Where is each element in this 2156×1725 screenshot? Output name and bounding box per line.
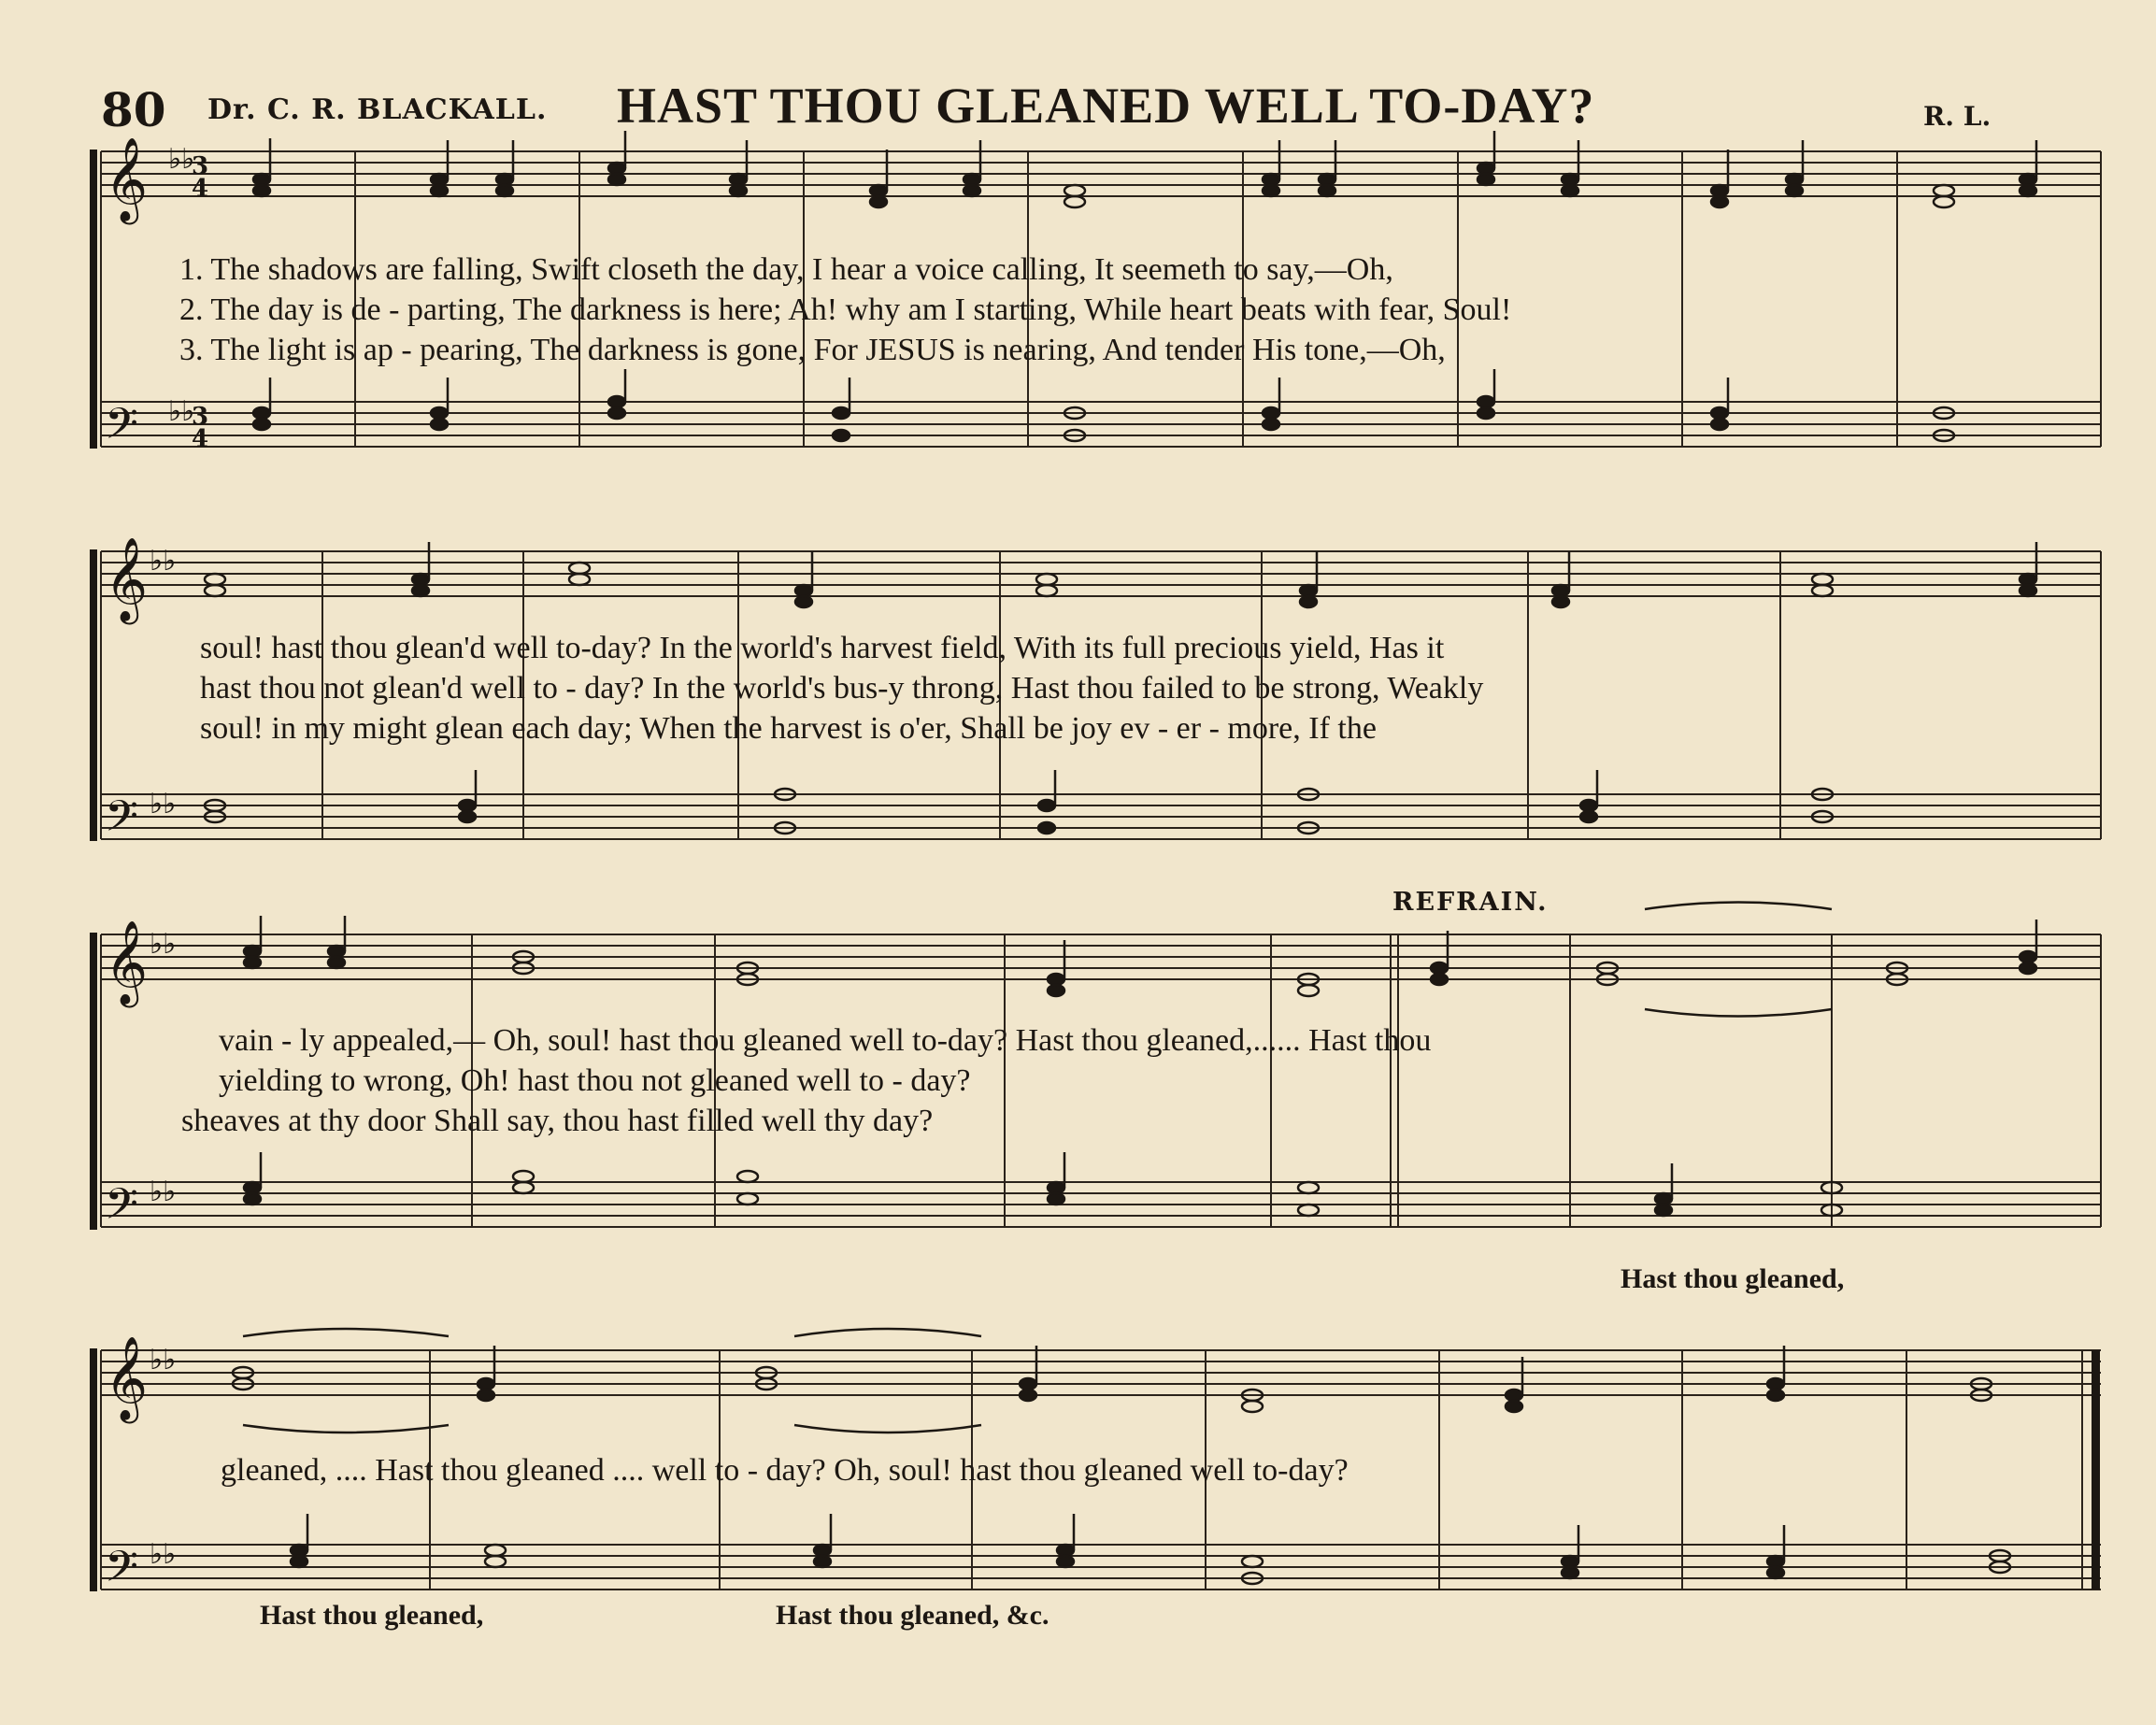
time-signature: 3 bbox=[192, 403, 209, 431]
treble-clef-icon: 𝄞 bbox=[105, 920, 149, 1005]
refrain-label: REFRAIN. bbox=[1392, 888, 1549, 917]
system4-lyrics: gleaned, .... Hast thou gleaned .... well to - day? Oh, soul! hast thou gleaned well to-day? bbox=[221, 1453, 1349, 1488]
system2-verse1-lyrics: soul! hast thou glean'd well to-day? In the world's harvest field, With its full precious yield, Has it bbox=[200, 631, 1445, 665]
hymn-title: HAST THOU GLEANED WELL TO-DAY? bbox=[617, 78, 1595, 134]
flat-sign-icon: ♭♭ bbox=[168, 395, 195, 428]
treble-clef-icon: 𝄞 bbox=[105, 537, 149, 621]
flat-sign-icon: ♭♭ bbox=[150, 928, 177, 961]
page-number: 80 bbox=[101, 82, 166, 137]
system4-bass-cue-2: Hast thou gleaned, &c. bbox=[776, 1600, 1049, 1631]
system4-bass-cue-1: Hast thou gleaned, bbox=[260, 1600, 484, 1631]
author-initials: R. L. bbox=[1923, 101, 1992, 132]
flat-sign-icon: ♭♭ bbox=[150, 1176, 177, 1208]
bass-clef-icon: 𝄢 bbox=[105, 399, 139, 460]
system1-verse1-lyrics: 1. The shadows are falling, Swift closeth the day, I hear a voice calling, It seemeth to say,—Oh, bbox=[179, 252, 1393, 287]
system2-verse2-lyrics: hast thou not glean'd well to - day? In the world's bus-y throng, Hast thou failed to be strong, Weakly bbox=[200, 671, 1484, 706]
bass-clef-icon: 𝄢 bbox=[105, 1542, 139, 1603]
flat-sign-icon: ♭♭ bbox=[150, 1344, 177, 1376]
treble-clef-icon: 𝄞 bbox=[105, 137, 149, 221]
system3-verse2-lyrics: yielding to wrong, Oh! hast thou not gleaned well to - day? bbox=[219, 1063, 971, 1098]
bass-clef-icon: 𝄢 bbox=[105, 791, 139, 852]
system2-verse3-lyrics: soul! in my might glean each day; When the harvest is o'er, Shall be joy ev - er - more, If the bbox=[200, 711, 1377, 746]
system3-bass-cue: Hast thou gleaned, bbox=[1621, 1263, 1845, 1294]
flat-sign-icon: ♭♭ bbox=[150, 545, 177, 577]
flat-sign-icon: ♭♭ bbox=[168, 143, 195, 176]
composer-credit: Dr. C. R. BLACKALL. bbox=[207, 93, 548, 126]
system3-verse1-lyrics: vain - ly appealed,— Oh, soul! hast thou gleaned well to-day? Hast thou gleaned,...... Hast thou bbox=[219, 1023, 1432, 1058]
time-signature: 4 bbox=[192, 425, 209, 453]
system3-verse3-lyrics: sheaves at thy door Shall say, thou hast filled well thy day? bbox=[181, 1104, 934, 1138]
system1-verse2-lyrics: 2. The day is de - parting, The darkness is here; Ah! why am I starting, While heart beats with fear, Soul! bbox=[179, 292, 1512, 327]
time-signature: 3 bbox=[192, 152, 209, 180]
flat-sign-icon: ♭♭ bbox=[150, 788, 177, 820]
bass-clef-icon: 𝄢 bbox=[105, 1179, 139, 1240]
flat-sign-icon: ♭♭ bbox=[150, 1538, 177, 1571]
system1-verse3-lyrics: 3. The light is ap - pearing, The darkness is gone, For JESUS is nearing, And tender His tone,—Oh, bbox=[179, 333, 1446, 367]
treble-clef-icon: 𝄞 bbox=[105, 1336, 149, 1420]
time-signature: 4 bbox=[192, 175, 209, 203]
